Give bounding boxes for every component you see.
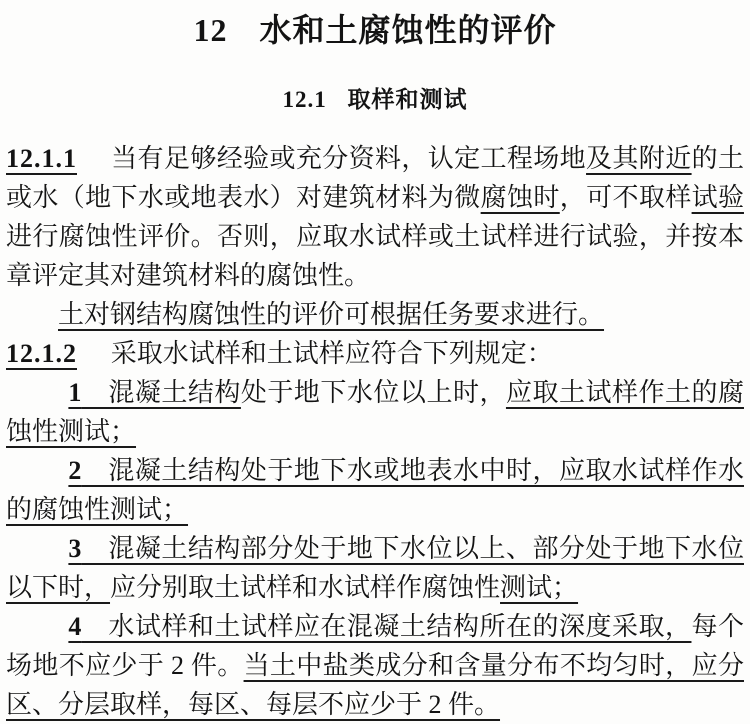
text-segment: 混凝土结构处于地下水或地表水中时，应取水试样作水的腐蚀性测试；: [6, 456, 744, 524]
text-segment: 每个场地不应少于 2 件。: [6, 612, 744, 680]
list-item-4: [6, 607, 744, 724]
underlined-segment: 试验: [691, 183, 744, 212]
text-segment: 进行腐蚀性评价。否则，应取水试样或土试样进行试验，并按本章评定其对建筑材料的腐蚀性。: [6, 222, 744, 290]
text-segment: 混凝土结构: [81, 378, 241, 407]
text-segment: 采取水试样和土试样应符合下列规定：: [110, 339, 553, 368]
section-number: 12.1: [282, 87, 327, 112]
item-number: 1: [68, 378, 82, 407]
text-segment: ，可不取样: [559, 183, 692, 212]
section-heading: [6, 84, 744, 115]
underlined-segment: 测试；: [500, 573, 579, 602]
item-number: 2: [68, 456, 82, 485]
clause-12-1-1-label: 12.1.1: [6, 144, 77, 173]
text-segment: 当有足够经验或充分资料，认定工程场地: [110, 144, 587, 173]
paragraph-steel-structures: [6, 295, 744, 334]
text-segment: 混凝土结构部分处于地下水位以上、部分处于地下水位以下时，: [6, 534, 744, 602]
text-segment: 水试样和土试样应在混凝土结构所在的深度采取，: [81, 612, 692, 641]
text-segment: 应分别取土试样和水试样作腐蚀性: [110, 573, 501, 602]
underlined-segment: 应取土试样作土的腐蚀性测试；: [6, 378, 744, 446]
underlined-segment: 及其附近: [586, 144, 692, 173]
body-text: [6, 139, 744, 724]
list-item-1: [6, 373, 744, 451]
text-segment: 处于地下水位以上时，: [240, 378, 506, 407]
item-number: 4: [68, 612, 82, 641]
chapter-title: 水和土腐蚀性的评价: [259, 12, 557, 48]
chapter-number: 12: [193, 12, 228, 48]
item-number: 3: [68, 534, 82, 563]
text-segment: 的土或水（地下水或地表水）对建筑材料为微: [6, 144, 744, 212]
underlined-segment: 当土中盐类成分和含量分布不均匀时，应分区、分层取样，每区、每层不应少于 2 件。: [6, 651, 744, 719]
underlined-segment: 土对钢结构腐蚀性的评价可根据任务要求进行。: [58, 300, 605, 329]
chapter-heading: [6, 8, 744, 52]
underlined-segment: [6, 456, 744, 524]
section-title: 取样和测试: [347, 86, 468, 112]
clause-12-1-2: [6, 334, 744, 373]
underlined-segment: [68, 612, 691, 641]
underlined-segment: [68, 378, 241, 407]
clause-12-1-1: [6, 139, 744, 295]
clause-12-1-2-label: 12.1.2: [6, 339, 77, 368]
list-item-3: [6, 529, 744, 607]
underlined-segment: 腐蚀时: [480, 183, 560, 212]
list-item-2: [6, 451, 744, 529]
